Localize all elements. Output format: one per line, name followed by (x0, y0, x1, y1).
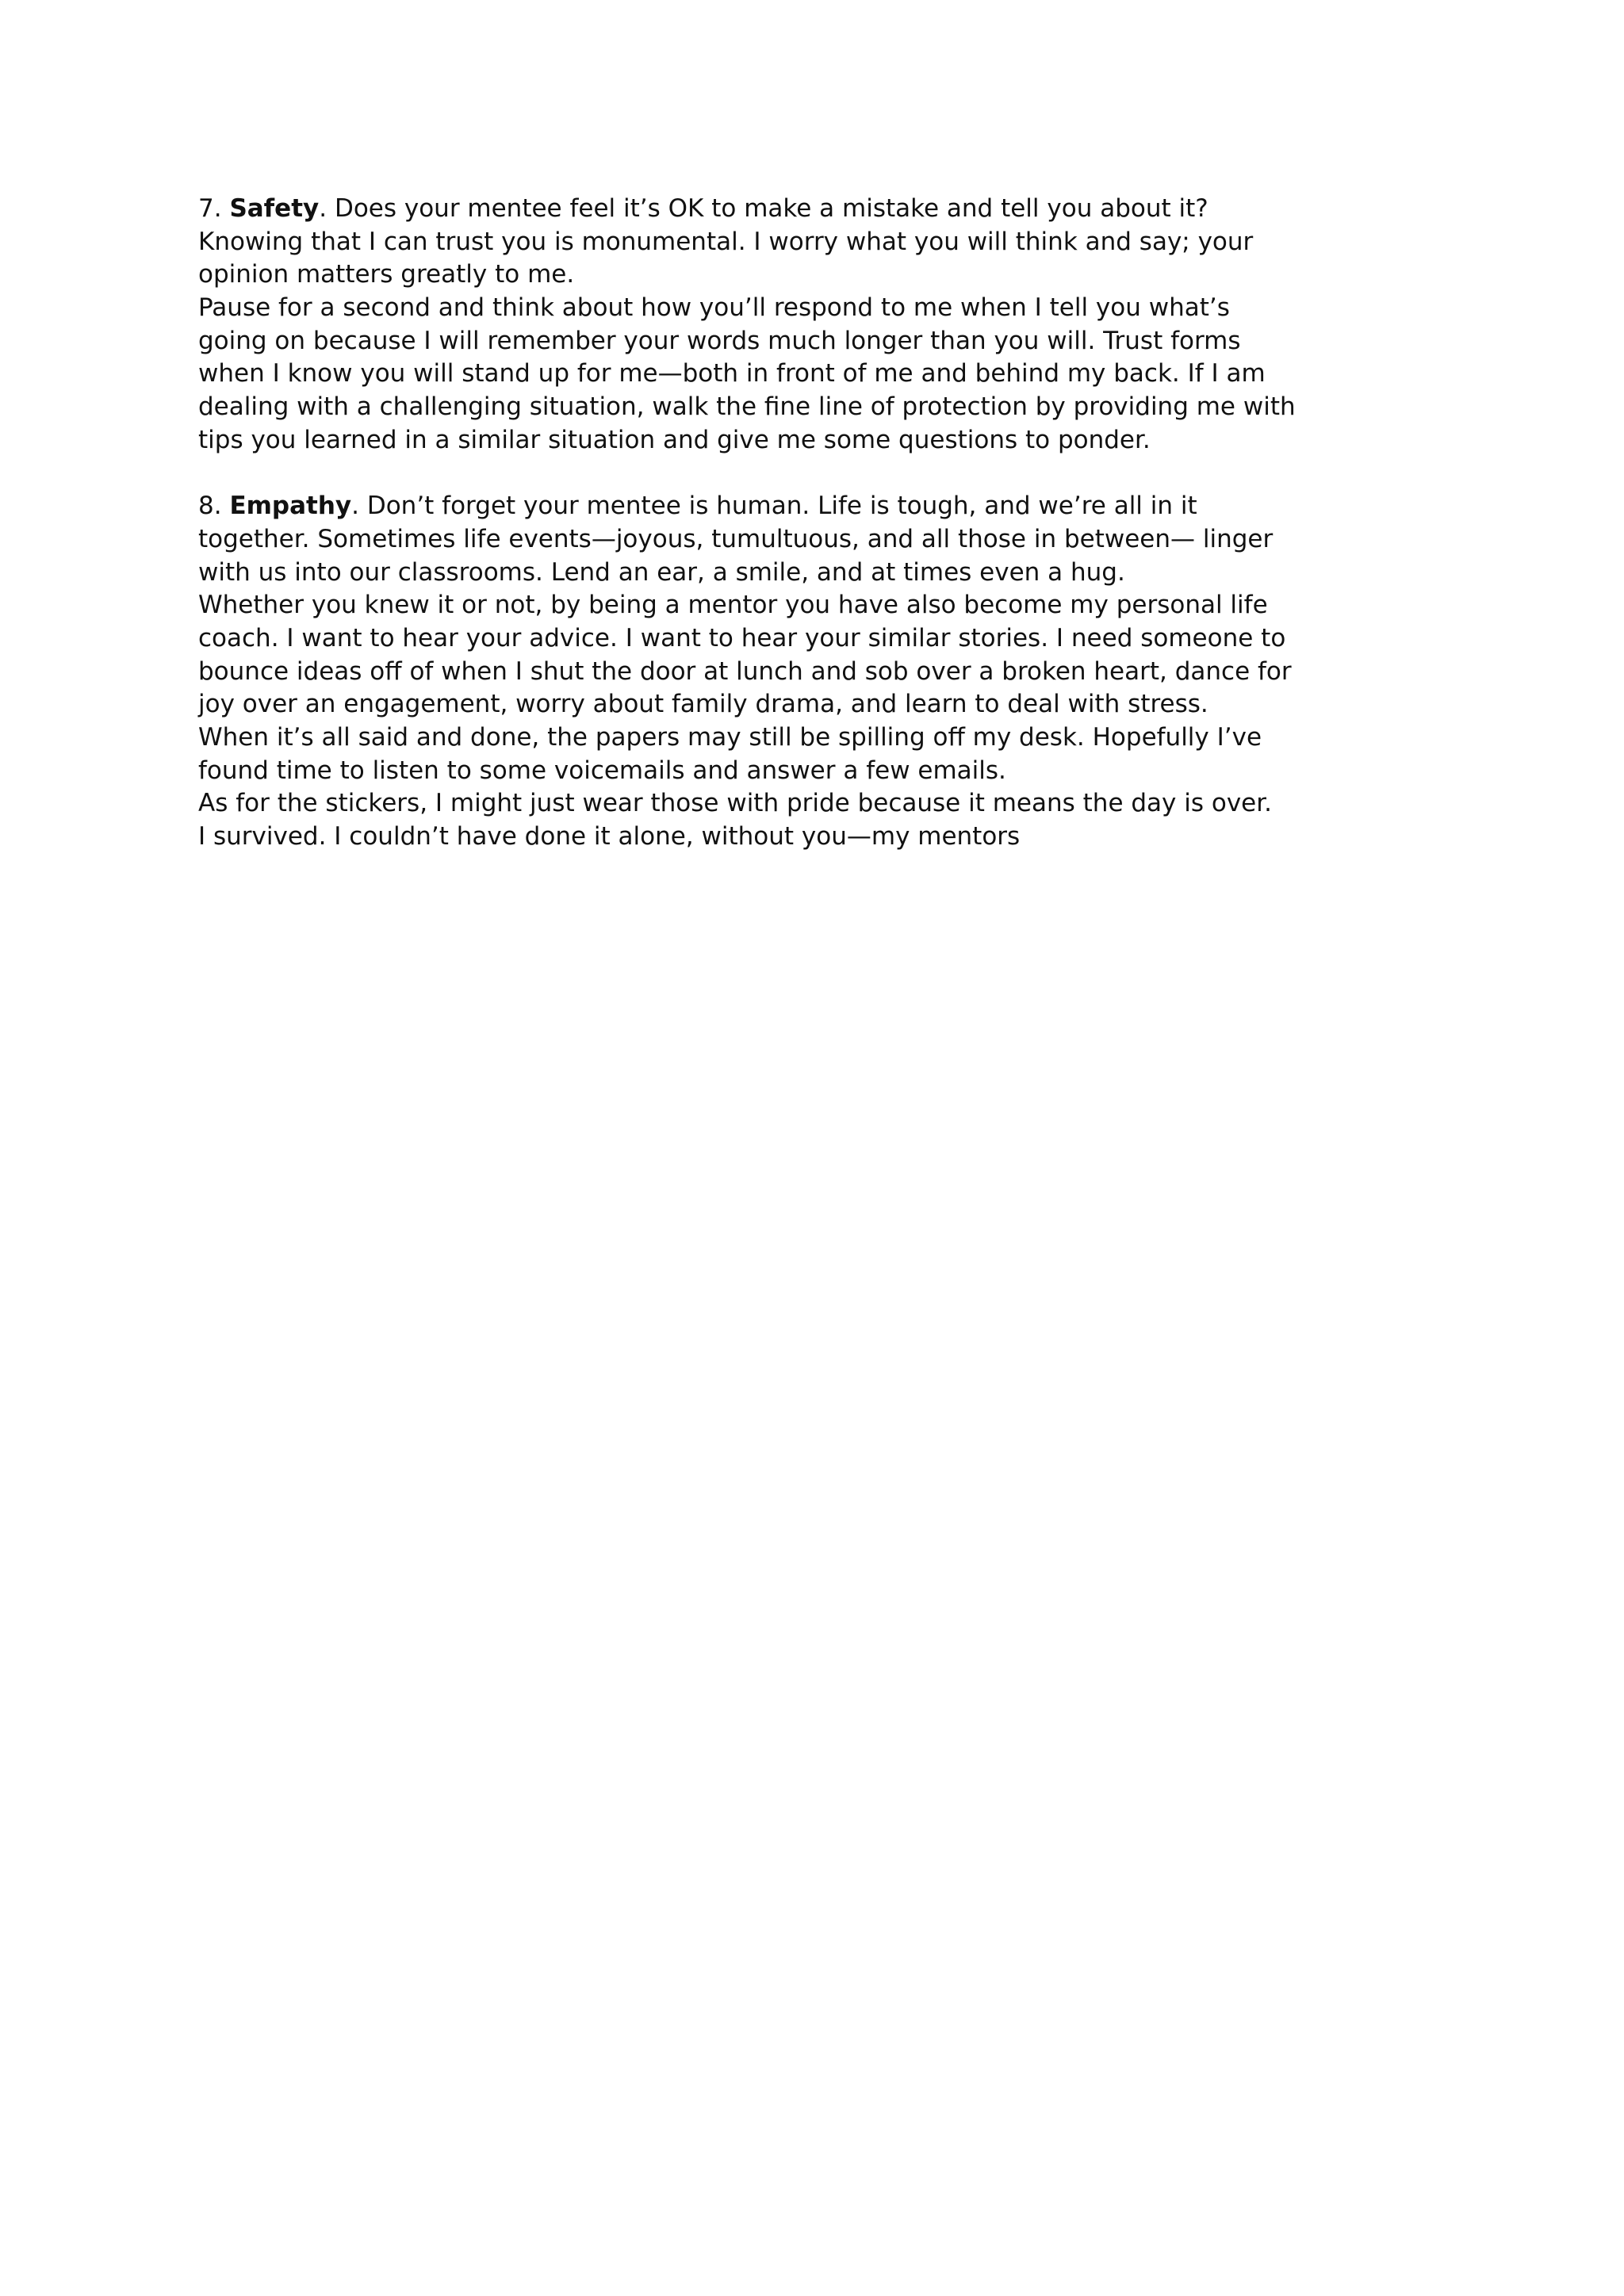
paragraph-line: with us into our classrooms. Lend an ear, a smile, and at times even a hug. (198, 557, 1125, 587)
paragraph-line: tips you learned in a similar situation and give me some questions to ponder. (198, 425, 1151, 454)
section-empathy (198, 490, 1507, 854)
paragraph-line: together. Sometimes life events—joyous, tumultuous, and all those in between— linger (198, 524, 1274, 553)
paragraph-line: found time to listen to some voicemails and answer a few emails. (198, 756, 1006, 785)
paragraph-line: coach. I want to hear your advice. I want to hear your similar stories. I need someone to (198, 623, 1286, 652)
paragraph-line: Whether you knew it or not, by being a mentor you have also become my personal life (198, 591, 1268, 620)
paragraph-line: dealing with a challenging situation, walk the fine line of protection by providing me with (198, 392, 1296, 422)
paragraph-line: I survived. I couldn’t have done it alone, without you—my mentors (198, 822, 1021, 851)
paragraph-line: When it’s all said and done, the papers may still be spilling off my desk. Hopefully I’ve (198, 723, 1262, 752)
paragraph-line (198, 193, 1507, 226)
paragraph-line: Pause for a second and think about how you’ll respond to me when I tell you what’s (198, 293, 1230, 323)
section-title: Empathy (229, 492, 352, 521)
paragraph-line (198, 490, 1507, 523)
paragraph-line: Knowing that I can trust you is monumental. I worry what you will think and say; your (198, 227, 1254, 256)
paragraph-line: going on because I will remember your words much longer than you will. Trust forms (198, 326, 1241, 355)
line-text: . Don’t forget your mentee is human. Life is tough, and we’re all in it (351, 492, 1197, 521)
section-safety (198, 193, 1507, 457)
section-number: 7. (198, 194, 222, 223)
section-number: 8. (198, 492, 222, 521)
paragraph-line: As for the stickers, I might just wear those with pride because it means the day is over. (198, 789, 1273, 818)
paragraph-line: bounce ideas off of when I shut the door at lunch and sob over a broken heart, dance for (198, 656, 1292, 686)
line-text: . Does your mentee feel it’s OK to make a mistake and tell you about it? (319, 194, 1208, 223)
paragraph-line: joy over an engagement, worry about family drama, and learn to deal with stress. (198, 690, 1208, 719)
paragraph-line: opinion matters greatly to me. (198, 260, 575, 289)
paragraph-spacer (198, 457, 1507, 491)
document-body (198, 193, 1507, 854)
paragraph-line: when I know you will stand up for me—both in front of me and behind my back. If I am (198, 359, 1266, 388)
section-title: Safety (229, 194, 320, 223)
